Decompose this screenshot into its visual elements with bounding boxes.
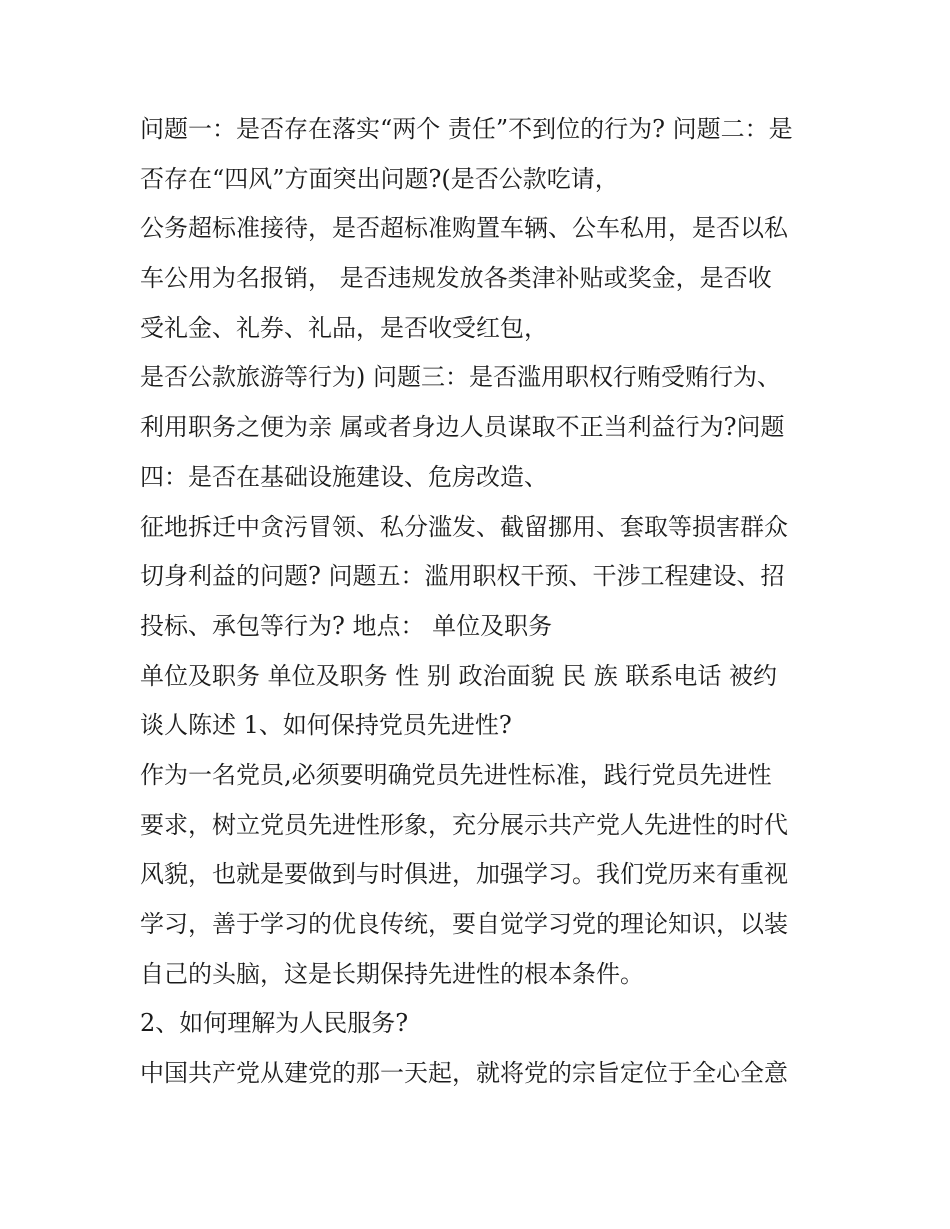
- text-line: 否存在“四风”方面突出问题?(是否公款吃请，: [140, 164, 619, 193]
- text-line: 四：是否在基础设施建设、危房改造、: [140, 462, 548, 491]
- body-text: [140, 105, 830, 1099]
- text-line: 学习，善于学习的优良传统，要自觉学习党的理论知识，以装: [140, 910, 788, 938]
- text-line: 谈人陈述 1、如何保持党员先进性?: [140, 711, 512, 740]
- text-line: 受礼金、礼券、礼品，是否收受红包，: [140, 313, 548, 342]
- text-line: 是否公款旅游等行为) 问题三：是否滥用职权行贿受贿行为、: [140, 363, 781, 392]
- text-line: 2、如何理解为人民服务?: [140, 1009, 409, 1038]
- text-line: 问题一：是否存在落实“两个 责任”不到位的行为? 问题二：是: [140, 115, 793, 143]
- text-line: 作为一名党员,必须要明确党员先进性标准，践行党员先进性: [140, 760, 772, 789]
- text-line: 单位及职务 单位及职务 性 别 政治面貌 民 族 联系电话 被约: [140, 661, 778, 690]
- text-line: 征地拆迁中贪污冒领、私分滥发、截留挪用、套取等损害群众: [140, 512, 788, 541]
- text-line: 风貌，也就是要做到与时俱进，加强学习。我们党历来有重视: [140, 860, 788, 889]
- text-line: 中国共产党从建党的那一天起，就将党的宗旨定位于全心全意: [140, 1059, 788, 1088]
- text-line: 车公用为名报销， 是否违规发放各类津补贴或奖金，是否收: [140, 264, 772, 293]
- text-line: 公务超标准接待，是否超标准购置车辆、公车私用，是否以私: [140, 214, 788, 243]
- text-line: 投标、承包等行为? 地点： 单位及职务: [140, 611, 553, 640]
- text-line: 自己的头脑，这是长期保持先进性的根本条件。: [140, 959, 644, 988]
- text-line: 利用职务之便为亲 属或者身边人员谋取不正当利益行为?问题: [140, 413, 785, 442]
- text-line: 切身利益的问题? 问题五：滥用职权干预、干涉工程建设、招: [140, 562, 785, 591]
- text-line: 要求，树立党员先进性形象，充分展示共产党人先进性的时代: [140, 810, 788, 839]
